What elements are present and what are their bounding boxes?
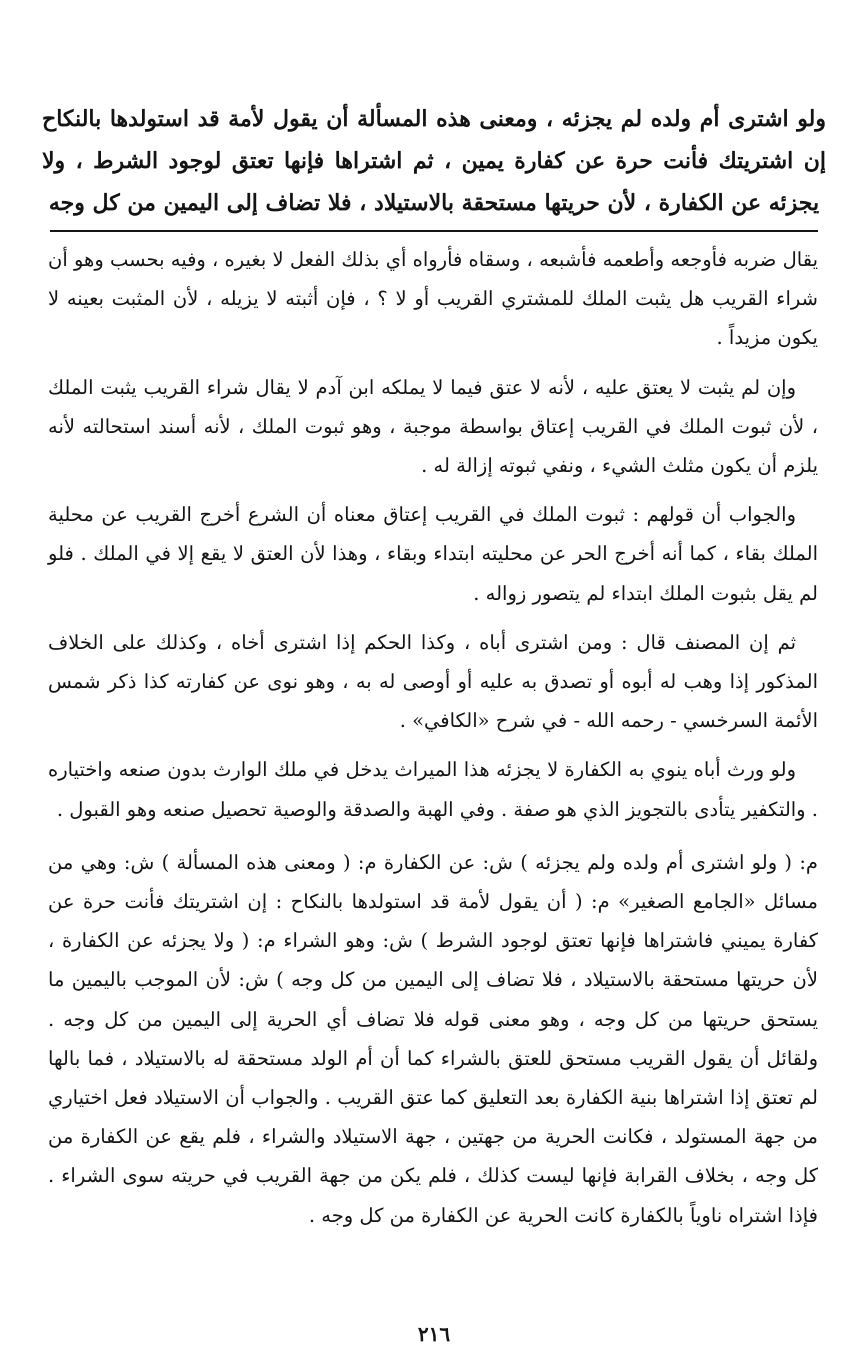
commentary — [48, 240, 818, 1245]
commentary-paragraph: وإن لم يثبت لا يعتق عليه ، لأنه لا عتق فيما لا يملكه ابن آدم لا يقال شراء القريب يثبت الملك ، لأن ثبوت الملك في القريب إعتاق بواسطة موجبة ، وهو ثبوت الملك ، لأنه أسند استحالته لأنه يلزم أن يكون مثلث الشيء ، ونفي ثبوته إزالة له . — [48, 375, 818, 478]
commentary-paragraph: يقال ضربه فأوجعه وأطعمه فأشبعه ، وسقاه فأرواه أي بذلك الفعل لا بغيره ، وفيه بحسب وهو أن شراء القريب هل يثبت الملك للمشتري القريب أو لا ؟ ، فإن أثبته لا يزيله ، لأن المثبت بعينه لا يكون مزيداً . — [48, 248, 818, 350]
separator-rule — [50, 230, 818, 232]
commentary-paragraph: ولو ورث أباه ينوي به الكفارة لا يجزئه هذا الميراث يدخل في ملك الوارث بدون صنعه واختياره . والتكفير يتأدى بالتجويز الذي هو صفة . وفي الهبة والصدقة والوصية تحصيل صنعه وهو القبول . — [48, 758, 818, 821]
commentary-paragraph: والجواب أن قولهم : ثبوت الملك في القريب إعتاق معناه أن الشرع أخرج القريب عن محلية الملك بقاء ، كما أنه أخرج الحر عن محليته ابتداء وبقاء ، وهذا لأن العتق لا يقع إلا في الملك . فلو لم يقل بثبوت الملك ابتداء لم يتصور زواله . — [48, 503, 818, 605]
page-number: ٢١٦ — [417, 1322, 451, 1346]
main-text: ولو اشترى أم ولده لم يجزئه ، ومعنى هذه المسألة أن يقول لأمة قد استولدها بالنكاح إن اشتريتك فأنت حرة عن كفارة يمين ، ثم اشتراها فإنها تعتق لوجود الشرط ، ولا يجزئه عن الكفارة ، لأن حريتها مستحقة بالاستيلاد ، فلا تضاف إلى اليمين من كل وجه — [42, 106, 826, 216]
sharh-paragraph: م: ( ولو اشترى أم ولده ولم يجزئه ) ش: عن الكفارة م: ( ومعنى هذه المسألة ) ش: وهي من مسائل «الجامع الصغير» م: ( أن يقول لأمة قد استولدها بالنكاح : إن اشتريتك فأنت حرة عن كفارة يميني فاشتراها فإنها تعتق لوجود الشرط ) ش: وهو الشراء م: ( ولا يجزئه عن الكفارة ، لأن حريتها مستحقة بالاستيلاد ، فلا تضاف إلى اليمين من كل وجه ) ش: لأن الموجب باليمين ما يستحق حريتها من كل وجه ، وهو معنى قوله فلا تضاف أي الحرية إلى اليمين من كل وجه . ولقائل أن يقول القريب مستحق للعتق بالشراء كما أن أم الولد مستحقة له بالاستيلاد ، فما بالها لم تعتق إذا اشتراها بنية الكفارة بعد التعليق كما عتق القريب . والجواب أن الاستيلاد فعل اختياري من جهة المستولد ، فكانت الحرية من جهتين ، جهة الاستيلاد والشراء ، فلم يقع عن الكفارة من كل وجه ، بخلاف القرابة فإنها ليست كذلك ، فلم يكن من جهة القريب في حريته سوى الشراء . فإذا اشتراه ناوياً بالكفارة كانت الحرية عن الكفارة من كل وجه . — [48, 850, 818, 1227]
commentary-paragraph: ثم إن المصنف قال : ومن اشترى أباه ، وكذا الحكم إذا اشترى أخاه ، وكذلك على الخلاف المذكور إذا وهب له أبوه أو تصدق به عليه أو أوصى له به ، وهو نوى عن كفارته كذا ذكر شمس الأئمة السرخسي - رحمه الله - في شرح «الكافي» . — [48, 630, 818, 733]
